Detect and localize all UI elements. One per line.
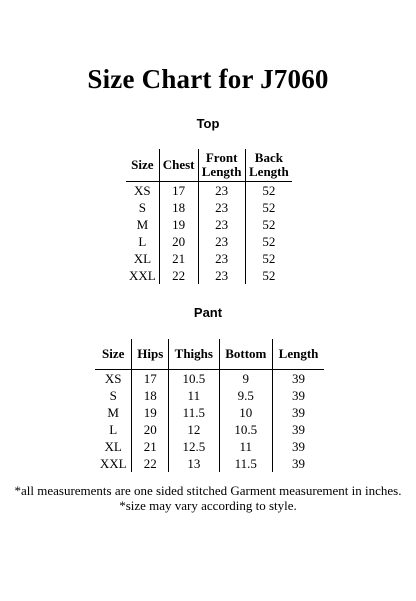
top-section-label: Top — [196, 116, 220, 131]
measurement-cell: 39 — [273, 421, 324, 438]
size-cell: M — [136, 217, 149, 232]
measurement-cell: 11 — [219, 438, 273, 455]
size-cell: XL — [104, 439, 122, 454]
size-cell: XL — [133, 251, 152, 266]
size-cell: XXL — [129, 268, 156, 283]
measurement-cell: 9 — [219, 370, 273, 388]
measurement-cell: 52 — [245, 199, 292, 216]
measurement-cell: 10.5 — [169, 370, 219, 388]
measurement-cell: 52 — [245, 233, 292, 250]
table-row — [95, 370, 324, 388]
measurement-cell: 11.5 — [169, 404, 219, 421]
measurement-cell: 21 — [159, 250, 198, 267]
table-row — [95, 438, 324, 455]
measurement-cell: 10.5 — [219, 421, 273, 438]
size-cell: L — [138, 234, 147, 249]
measurement-cell: 23 — [198, 199, 245, 216]
measurement-cell: 12.5 — [169, 438, 219, 455]
column-header: Chest — [159, 149, 198, 182]
measurement-cell: 52 — [245, 216, 292, 233]
column-header: Bottom — [219, 339, 273, 370]
pant-section-label: Pant — [193, 305, 223, 320]
measurement-cell: 17 — [132, 370, 169, 388]
measurement-cell: 23 — [198, 250, 245, 267]
measurement-note: *all measurements are one sided stitched Garment measurement in inches. — [14, 483, 402, 498]
table-row — [95, 387, 324, 404]
measurement-cell: 39 — [273, 455, 324, 472]
measurement-cell: 22 — [132, 455, 169, 472]
pant-size-table — [95, 339, 324, 472]
column-header: Length — [273, 339, 324, 370]
size-cell: L — [109, 422, 118, 437]
measurement-cell: 22 — [159, 267, 198, 284]
table-row — [95, 455, 324, 472]
measurement-cell: 18 — [132, 387, 169, 404]
measurement-cell: 52 — [245, 250, 292, 267]
top-size-table — [126, 149, 292, 284]
measurement-cell: 23 — [198, 267, 245, 284]
size-cell: M — [107, 405, 119, 420]
table-row — [126, 250, 292, 267]
measurement-cell: 20 — [132, 421, 169, 438]
measurement-cell: 19 — [159, 216, 198, 233]
column-header: Size — [95, 339, 132, 370]
measurement-cell: 9.5 — [219, 387, 273, 404]
measurement-cell: 39 — [273, 404, 324, 421]
table-row — [95, 404, 324, 421]
column-header: Size — [126, 149, 159, 182]
measurement-cell: 39 — [273, 438, 324, 455]
table-row — [126, 182, 292, 200]
table-row — [126, 216, 292, 233]
page-title: Size Chart for J7060 — [87, 64, 329, 94]
column-header: Front Length — [198, 149, 245, 182]
measurement-cell: 19 — [132, 404, 169, 421]
size-cell: S — [138, 200, 146, 215]
table-header-row — [95, 339, 324, 370]
measurement-cell: 13 — [169, 455, 219, 472]
column-header: Hips — [132, 339, 169, 370]
table-row — [126, 199, 292, 216]
measurement-cell: 11 — [169, 387, 219, 404]
table-row — [95, 421, 324, 438]
measurement-cell: 12 — [169, 421, 219, 438]
column-header: Thighs — [169, 339, 219, 370]
measurement-cell: 39 — [273, 387, 324, 404]
table-row — [126, 267, 292, 284]
size-variance-note: *size may vary according to style. — [119, 498, 297, 513]
measurement-cell: 52 — [245, 182, 292, 200]
table-header-row — [126, 149, 292, 182]
column-header: Back Length — [245, 149, 292, 182]
measurement-cell: 23 — [198, 216, 245, 233]
size-cell: XS — [134, 183, 151, 198]
measurement-cell: 18 — [159, 199, 198, 216]
measurement-cell: 39 — [273, 370, 324, 388]
measurement-cell: 52 — [245, 267, 292, 284]
size-cell: XXL — [99, 456, 127, 471]
table-row — [126, 233, 292, 250]
size-cell: XS — [104, 371, 122, 386]
size-cell: S — [109, 388, 117, 403]
measurement-cell: 23 — [198, 233, 245, 250]
measurement-cell: 21 — [132, 438, 169, 455]
measurement-cell: 23 — [198, 182, 245, 200]
measurement-cell: 20 — [159, 233, 198, 250]
measurement-cell: 17 — [159, 182, 198, 200]
measurement-cell: 11.5 — [219, 455, 273, 472]
measurement-cell: 10 — [219, 404, 273, 421]
